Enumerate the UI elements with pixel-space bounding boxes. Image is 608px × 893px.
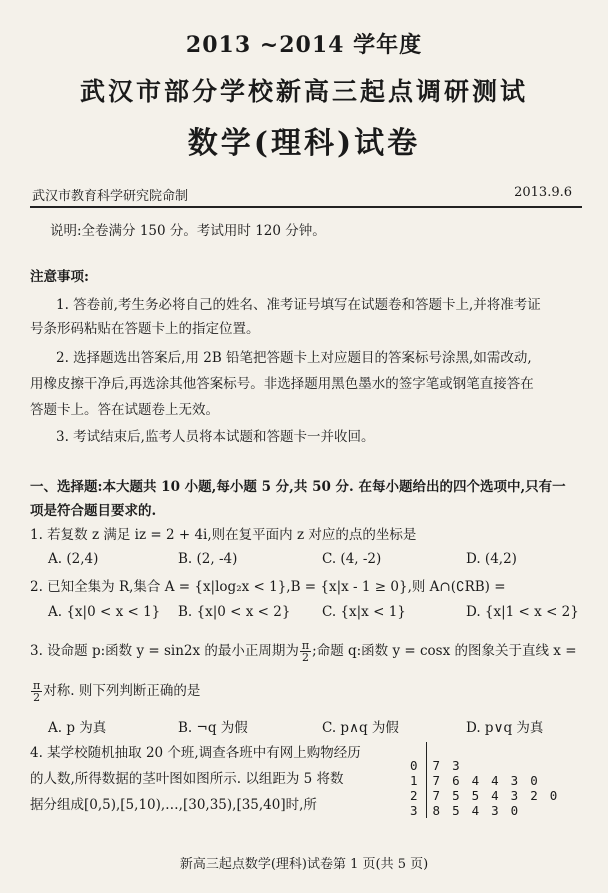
stem-value: 3: [404, 803, 426, 818]
leaf: 3: [452, 758, 460, 773]
leaf: 7: [432, 788, 441, 803]
exam-note: 说明:全卷满分 150 分。考试用时 120 分钟。: [50, 223, 326, 239]
frac-denominator: 2: [302, 651, 310, 664]
leaf: 3: [510, 773, 519, 788]
notice-2-line3: 答题卡上。答在试题卷上无效。: [30, 402, 219, 418]
frac-numerator: π: [33, 679, 41, 692]
leaf: 5: [452, 803, 460, 818]
stem-value: 1: [404, 773, 426, 788]
leaf: 0: [510, 803, 519, 818]
q3-option-a: A. p 为真: [48, 720, 107, 736]
leaf: 4: [471, 773, 480, 788]
page-footer: 新高三起点数学(理科)试卷第 1 页(共 5 页): [179, 857, 429, 872]
notice-1-line1: 1. 答卷前,考生务必将自己的姓名、准考证号填写在试题卷和答题卡上,并将准考证: [56, 297, 541, 313]
leaf: 8: [432, 803, 441, 818]
header-divider: [30, 206, 582, 208]
leaf: [466, 758, 486, 773]
q4-line1: 4. 某学校随机抽取 20 个班,调查各班中有网上购物经历: [30, 745, 361, 761]
q1-option-c: C. (4, -2): [322, 551, 382, 567]
leaf: 6: [452, 773, 460, 788]
q3-stem-part2: ;命题 q:函数 y = cosx 的图象关于直线 x =: [312, 643, 577, 659]
leaf: 2: [530, 788, 538, 803]
leaf: 0: [549, 788, 558, 803]
notice-2-line2: 用橡皮擦干净后,再选涂其他答案标号。非选择题用黑色墨水的签字笔或钢笔直接答在: [30, 376, 534, 392]
frac-numerator: π: [301, 639, 310, 652]
leaf: 4: [491, 773, 499, 788]
leaf: 3: [491, 803, 499, 818]
q3-stem: [30, 640, 585, 663]
q3-option-c: C. p∧q 为假: [322, 720, 399, 736]
leaf: 5: [452, 788, 460, 803]
leaf: [544, 803, 564, 818]
leaf: 7: [432, 758, 441, 773]
leaf: [485, 758, 505, 773]
q1-option-a: A. (2,4): [48, 551, 99, 567]
q2-option-b: B. {x|0 < x < 2}: [178, 604, 291, 620]
q3-option-d: D. p∨q 为真: [466, 720, 544, 736]
q4-line3: 据分组成[0,5),[5,10),…,[30,35),[35,40]时,所: [30, 797, 317, 813]
stem-value: 0: [404, 758, 426, 773]
q3-stem-cont: 对称. 则下列判断正确的是: [43, 683, 201, 699]
stem-row: [404, 773, 563, 788]
academic-year: 2013 ~2014 学年度: [185, 32, 423, 58]
stem-header-row: [404, 742, 563, 758]
exam-date: 2013.9.6: [514, 185, 572, 200]
leaf: 4: [471, 803, 480, 818]
notice-2-line1: 2. 选择题选出答案后,用 2B 铅笔把答题卡上对应题目的答案标号涂黑,如需改动,: [56, 350, 532, 366]
leaf: [524, 758, 544, 773]
q3-stem-part1: 3. 设命题 p:函数 y = sin2x 的最小正周期为: [30, 643, 299, 659]
notice-3: 3. 考试结束后,监考人员将本试题和答题卡一并收回。: [56, 429, 375, 445]
section-1-heading-cont: 项是符合题目要求的.: [30, 503, 157, 519]
leaf: 3: [510, 788, 519, 803]
q3-fraction-pi-over-2-b: [31, 680, 42, 703]
exam-title: 武汉市部分学校新高三起点调研测试: [79, 77, 528, 106]
stem-row: [404, 803, 563, 818]
q3-option-b: B. ¬q 为假: [178, 720, 248, 736]
q2-stem: 2. 已知全集为 R,集合 A = {x|log₂x < 1},B = {x|x - 1 ≥ 0},则 A∩(∁RB) =: [30, 579, 506, 595]
q2-option-a: A. {x|0 < x < 1}: [48, 604, 161, 620]
stem-value: 2: [404, 788, 426, 803]
issuer: 武汉市教育科学研究院命制: [32, 189, 189, 204]
stem-cell: [404, 742, 426, 758]
q1-stem: 1. 若复数 z 满足 iz = 2 + 4i,则在复平面内 z 对应的点的坐标是: [30, 527, 417, 543]
frac-denominator: 2: [33, 691, 41, 704]
stem-row: [404, 788, 563, 803]
section-1-heading: 一、选择题:本大题共 10 小题,每小题 5 分,共 50 分. 在每小题给出的四个选项中,只有一: [30, 479, 566, 495]
leaf: [544, 758, 564, 773]
notice-1-line2: 号条形码粘贴在答题卡上的指定位置。: [30, 321, 260, 337]
stem-and-leaf-plot: [404, 742, 563, 818]
leaf: [524, 803, 544, 818]
stem-row: [404, 758, 563, 773]
exam-subject: 数学(理科)试卷: [187, 126, 421, 161]
leaf: 7: [432, 773, 441, 788]
leaf: 4: [491, 788, 499, 803]
notices-heading: 注意事项:: [30, 269, 89, 285]
q2-option-c: C. {x|x < 1}: [322, 604, 406, 620]
q1-option-b: B. (2, -4): [178, 551, 238, 567]
q3-fraction-pi-over-2: [300, 640, 311, 663]
q3-stem-line2: [30, 680, 585, 703]
leaf-cell: [426, 742, 563, 758]
q1-option-d: D. (4,2): [466, 551, 517, 567]
leaf: [505, 758, 525, 773]
leaf: 5: [471, 788, 480, 803]
q4-line2: 的人数,所得数据的茎叶图如图所示. 以组距为 5 将数: [30, 771, 344, 787]
leaf: [544, 773, 564, 788]
leaf: 0: [530, 773, 538, 788]
q2-option-d: D. {x|1 < x < 2}: [466, 604, 579, 620]
